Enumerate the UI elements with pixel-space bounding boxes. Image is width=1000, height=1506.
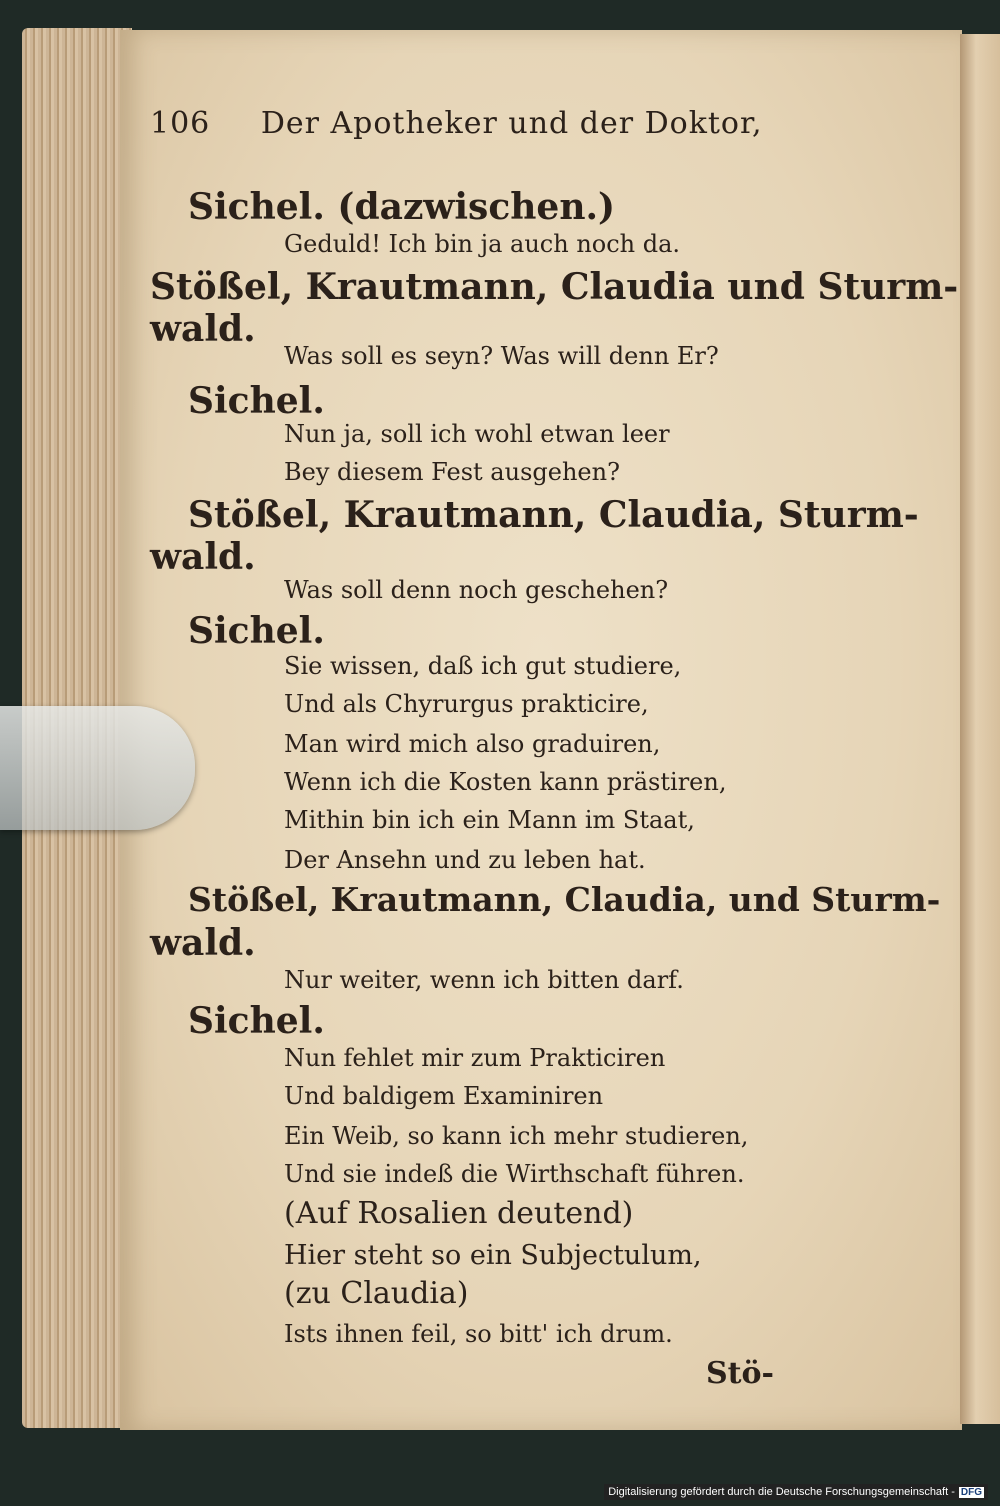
verse-line: Der Ansehn und zu leben hat. — [284, 846, 646, 874]
speaker-line: Stößel, Krautmann, Claudia, und Sturm- — [188, 880, 941, 919]
verse-line: Wenn ich die Kosten kann prästiren, — [284, 768, 727, 796]
stage-direction: (zu Claudia) — [284, 1276, 469, 1311]
verse-line: Und als Chyrurgus prakticire, — [284, 690, 649, 718]
verse-line: Man wird mich also graduiren, — [284, 730, 661, 758]
scan-background — [0, 1430, 1000, 1480]
dfg-logo: DFG — [960, 1486, 982, 1498]
catchword: Stö- — [706, 1356, 774, 1391]
speaker-line-continued: wald. — [150, 922, 256, 964]
speaker-line: Stößel, Krautmann, Claudia und Sturm- — [150, 266, 959, 308]
verse-line: Hier steht so ein Subjectulum, — [284, 1240, 702, 1271]
verse-line: Sie wissen, daß ich gut studiere, — [284, 652, 682, 680]
speaker-line: Sichel. (dazwischen.) — [188, 186, 616, 228]
verse-line: Und sie indeß die Wirthschaft führen. — [284, 1160, 745, 1188]
speaker-line: Stößel, Krautmann, Claudia, Sturm- — [188, 494, 919, 536]
verse-line: Ein Weib, so kann ich mehr studieren, — [284, 1122, 749, 1150]
verse-line: Mithin bin ich ein Mann im Staat, — [284, 806, 695, 834]
speaker-line: Sichel. — [188, 380, 325, 422]
facing-page-edge — [960, 34, 1000, 1424]
stage-direction: (Auf Rosalien deutend) — [284, 1196, 634, 1231]
running-title: Der Apotheker und der Doktor, — [260, 106, 763, 141]
verse-line: Bey diesem Fest ausgehen? — [284, 458, 620, 486]
verse-line: Nun ja, soll ich wohl etwan leer — [284, 420, 670, 448]
speaker-line-continued: wald. — [150, 308, 256, 350]
verse-line: Geduld! Ich bin ja auch noch da. — [284, 230, 681, 258]
verse-line: Was soll denn noch geschehen? — [284, 576, 669, 604]
verse-line: Und baldigem Examiniren — [284, 1082, 604, 1110]
credit-text: Digitalisierung gefördert durch die Deutsche Forschungsgemeinschaft - — [608, 1486, 955, 1498]
speaker-line: Sichel. — [188, 1000, 325, 1042]
page-number: 106 — [150, 106, 211, 141]
verse-line: Ists ihnen feil, so bitt' ich drum. — [284, 1320, 673, 1348]
digitization-credit — [604, 1484, 988, 1500]
page-clip — [0, 706, 195, 830]
speaker-line-continued: wald. — [150, 536, 256, 578]
verse-line: Was soll es seyn? Was will denn Er? — [284, 342, 719, 370]
verse-line: Nur weiter, wenn ich bitten darf. — [284, 966, 684, 994]
verse-line: Nun fehlet mir zum Prakticiren — [284, 1044, 666, 1072]
running-header — [150, 106, 763, 141]
speaker-line: Sichel. — [188, 610, 325, 652]
